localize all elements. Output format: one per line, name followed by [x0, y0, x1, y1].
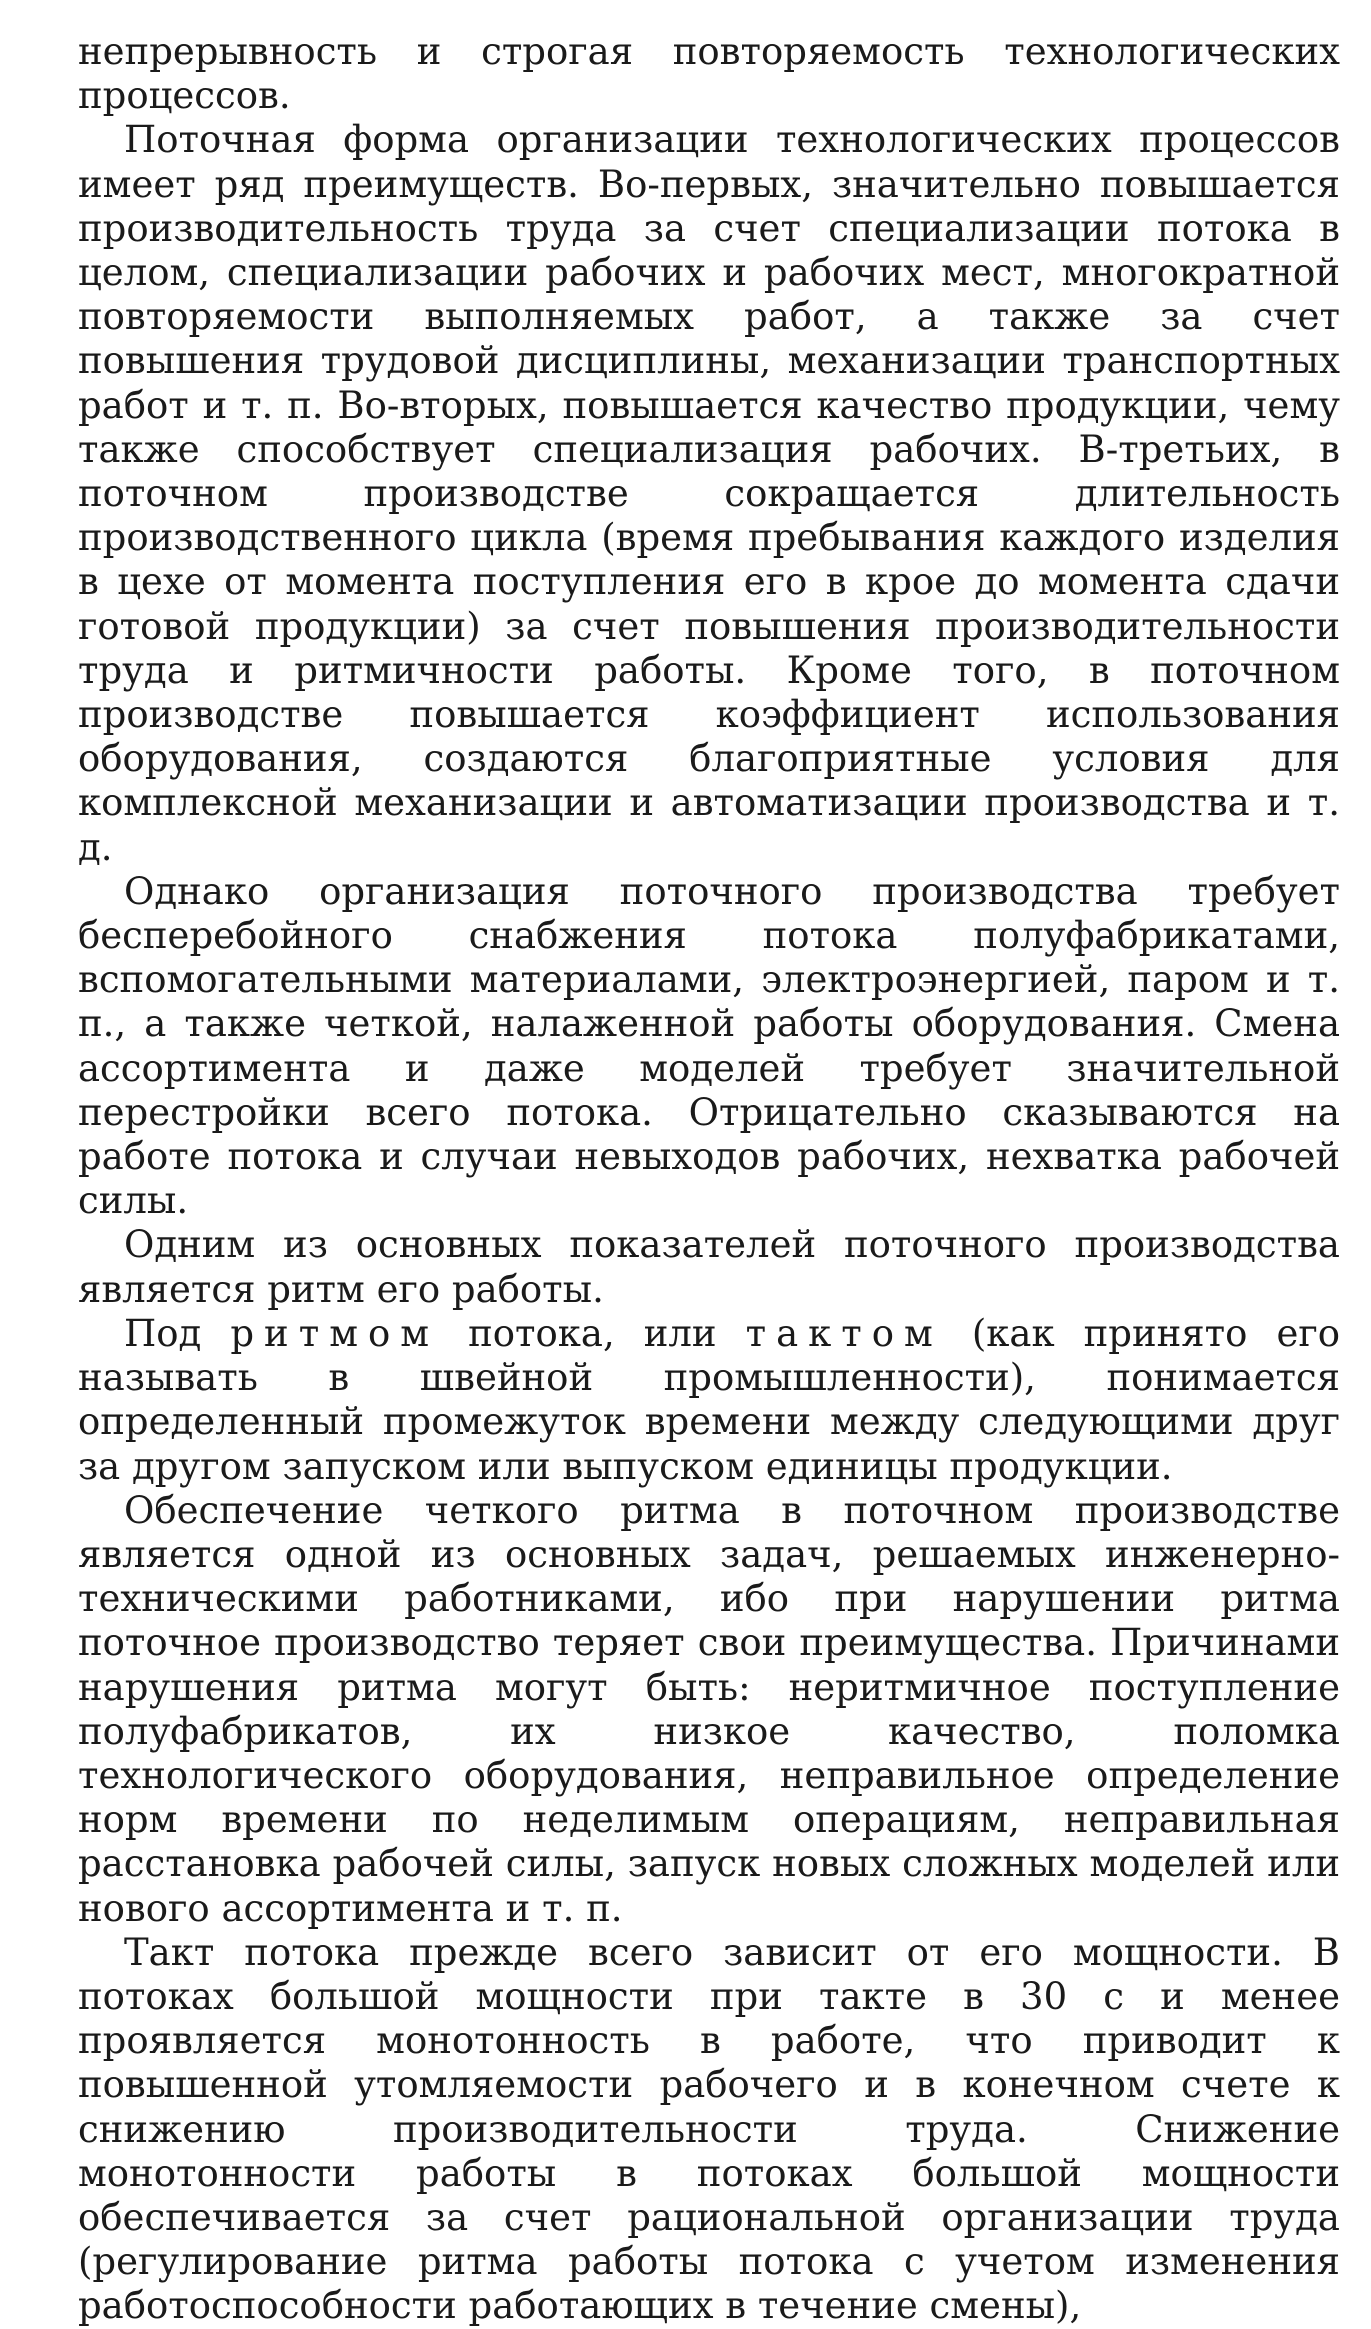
paragraph-continuation: непрерывность и строгая повторяемость технологических процессов. — [78, 30, 1340, 118]
document-page — [78, 30, 1340, 2329]
definition-tail-text: (как принято его называть в швейной промышленности), понимается определенный промежуток времени между следующими друг за другом запуском или выпуском единицы продукции. — [78, 1311, 1340, 1488]
paragraph-rhythm-indicator: Одним из основных показателей поточного производства является ритм его работы. — [78, 1223, 1340, 1311]
term-rhythm: ритмом — [230, 1311, 440, 1355]
definition-lead-text: Под — [124, 1311, 231, 1355]
paragraph-rhythm-definition — [78, 1312, 1340, 1489]
paragraph-rhythm-causes: Обеспечение четкого ритма в поточном производстве является одной из основных задач, решаемых инженерно-техническими работниками, ибо при нарушении ритма поточное производство теряет свои преимущества. Причинами нарушения ритма могут быть: неритмичное поступление полуфабрикатов, их низкое качество, поломка технологического оборудования, неправильное определение норм времени по неделимым операциям, неправильная расстановка рабочей силы, запуск новых сложных моделей или нового ассортимента и т. п. — [78, 1488, 1340, 1930]
definition-mid-text: потока, или — [439, 1311, 746, 1355]
paragraph-requirements: Однако организация поточного производства требует бесперебойного снабжения потока полуфабрикатами, вспомогательными материалами, электроэнергией, паром и т. п., а также четкой, налаженной работы оборудования. Смена ассортимента и даже моделей требует значительной перестройки всего потока. Отрицательно сказываются на работе потока и случаи невыходов рабочих, нехватка рабочей силы. — [78, 869, 1340, 1223]
term-takt: тактом — [745, 1311, 943, 1355]
paragraph-takt-capacity: Такт потока прежде всего зависит от его мощности. В потоках большой мощности при такте в 30 с и менее проявляется монотонность в работе, что приводит к повышенной утомляемости рабочего и в конечном счете к снижению производительности труда. Снижение монотонности работы в потоках большой мощности обеспечивается за счет рациональной организации труда (регулирование ритма работы потока с учетом изменения работоспособности работающих в течение смены), — [78, 1930, 1340, 2328]
paragraph-advantages: Поточная форма организации технологических процессов имеет ряд преимуществ. Во-первых, значительно повышается производительность труда за счет специализации потока в целом, специализации рабочих и рабочих мест, многократной повторяемости выполняемых работ, а также за счет повышения трудовой дисциплины, механизации транспортных работ и т. п. Во-вторых, повышается качество продукции, чему также способствует специализация рабочих. В-третьих, в поточном производстве сокращается длительность производственного цикла (время пребывания каждого изделия в цехе от момента поступления его в крое до момента сдачи готовой продукции) за счет повышения производительности труда и ритмичности работы. Кроме того, в поточном производстве повышается коэффициент использования оборудования, создаются благоприятные условия для комплексной механизации и автоматизации производства и т. д. — [78, 118, 1340, 869]
